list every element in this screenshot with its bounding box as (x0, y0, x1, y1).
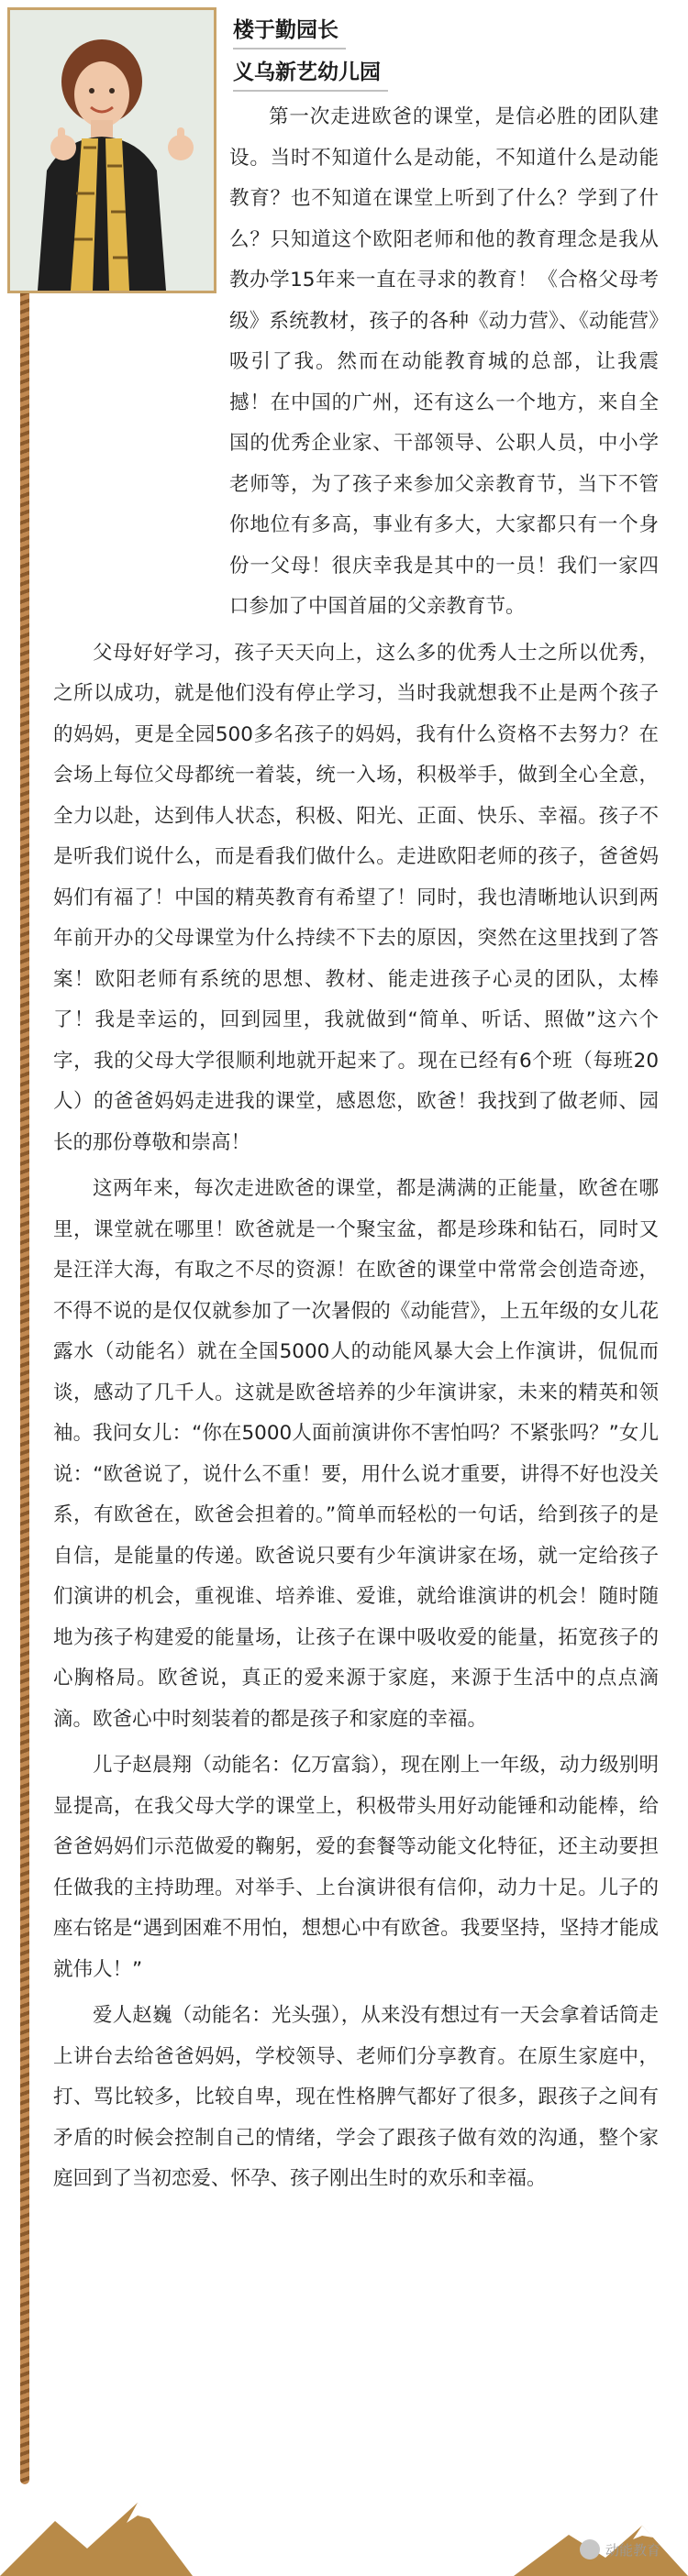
wechat-logo-icon (580, 2539, 600, 2559)
paragraph-5: 爱人赵巍（动能名：光头强），从来没有想过有一天会拿着话筒走上讲台去给爸爸妈妈，学校领导、老师们分享教育。在原生家庭中，打、骂比较多，比较自卑，现在性格脾气都好了很多，跟孩子之间有矛盾的时候会控制自己的情绪，学会了跟孩子做有效的沟通，整个家庭回到了当初恋爱、怀孕、孩子刚出生时的欢乐和幸福。 (53, 2004, 659, 2190)
author-name-title: 楼于勤园长 (233, 13, 346, 50)
mountain-decoration (0, 2484, 688, 2576)
paragraph-3: 这两年来，每次走进欧爸的课堂，都是满满的正能量，欧爸在哪里，课堂就在哪里！欧爸就是一个聚宝盆，都是珍珠和钻石，同时又是汪洋大海，有取之不尽的资源！在欧爸的课堂中常常会创造奇迹，不得不说的是仅仅就参加了一次暑假的《动能营》，上五年级的女儿花露水（动能名）就在全国5000人的动能风暴大会上作演讲，侃侃而谈，感动了几千人。这就是欧爸培养的少年演讲家，未来的精英和领袖。我问女儿：“你在5000人面前演讲你不害怕吗？不紧张吗？”女儿说：“欧爸说了，说什么不重！要，用什么说才重要，讲得不好也没关系，有欧爸在，欧爸会担着的。”简单而轻松的一句话，给到孩子的是自信，是能量的传递。欧爸说只要有少年演讲家在场，就一定给孩子们演讲的机会，重视谁、培养谁、爱谁，就给谁演讲的机会！随时随地为孩子构建爱的能量场，让孩子在课中吸收爱的能量，拓宽孩子的心胸格局。欧爸说，真正的爱来源于家庭，来源于生活中的点点滴滴。欧爸心中时刻装着的都是孩子和家庭的幸福。 (53, 1177, 659, 1731)
paragraph-1: 第一次走进欧爸的课堂，是信必胜的团队建设。当时不知道什么是动能，不知道什么是动能教育？也不知道在课堂上听到了什么？学到了什么？只知道这个欧阳老师和他的教育理念是我从教办学15年来一直在寻求的教育！《合格父母考级》系统教材，孩子的各种《动力营》、《动能营》吸引了我。然而在动能教育城的总部，让我震撼！在中国的广州，还有这么一个地方，来自全国的优秀企业家、干部领导、公职人员，中小学老师等，为了孩子来参加父亲教育节，当下不管你地位有多高，事业有多大，大家都只有一个身份一父母！很庆幸我是其中的一员！我们一家四口参加了中国首届的父亲教育节。 (229, 105, 659, 618)
watermark-text: 动能教育 (605, 2541, 660, 2559)
article-body (53, 97, 659, 2206)
author-info (233, 13, 388, 97)
author-school: 义乌新艺幼儿园 (233, 55, 388, 92)
paragraph-4: 儿子赵晨翔（动能名：亿万富翁），现在刚上一年级，动力级别明显提高，在我父母大学的课堂上，积极带头用好动能锤和动能棒，给爸爸妈妈们示范做爱的鞠躬，爱的套餐等动能文化特征，还主动要担任做我的主持助理。对举手、上台演讲很有信仰，动力十足。儿子的座右铭是“遇到困难不用怕，想想心中有欧爸。我要坚持，坚持才能成就伟人！” (53, 1754, 659, 1981)
rope-border (20, 284, 29, 2484)
paragraph-2: 父母好好学习，孩子天天向上，这么多的优秀人士之所以优秀，之所以成功，就是他们没有停止学习，当时我就想我不止是两个孩子的妈妈，更是全园500多名孩子的妈妈，我有什么资格不去努力？在会场上每位父母都统一着装，统一入场，积极举手，做到全心全意，全力以赴，达到伟人状态，积极、阳光、正面、快乐、幸福。孩子不是听我们说什么，而是看我们做什么。走进欧阳老师的孩子，爸爸妈妈们有福了！中国的精英教育有希望了！同时，我也清晰地认识到两年前开办的父母课堂为什么持续不下去的原因，突然在这里找到了答案！欧阳老师有系统的思想、教材、能走进孩子心灵的团队，太棒了！我是幸运的，回到园里，我就做到“简单、听话、照做”这六个字，我的父母大学很顺利地就开起来了。现在已经有6个班（每班20人）的爸爸妈妈走进我的课堂，感恩您，欧爸！我找到了做老师、园长的那份尊敬和崇高！ (53, 641, 659, 1154)
watermark (580, 2539, 660, 2559)
